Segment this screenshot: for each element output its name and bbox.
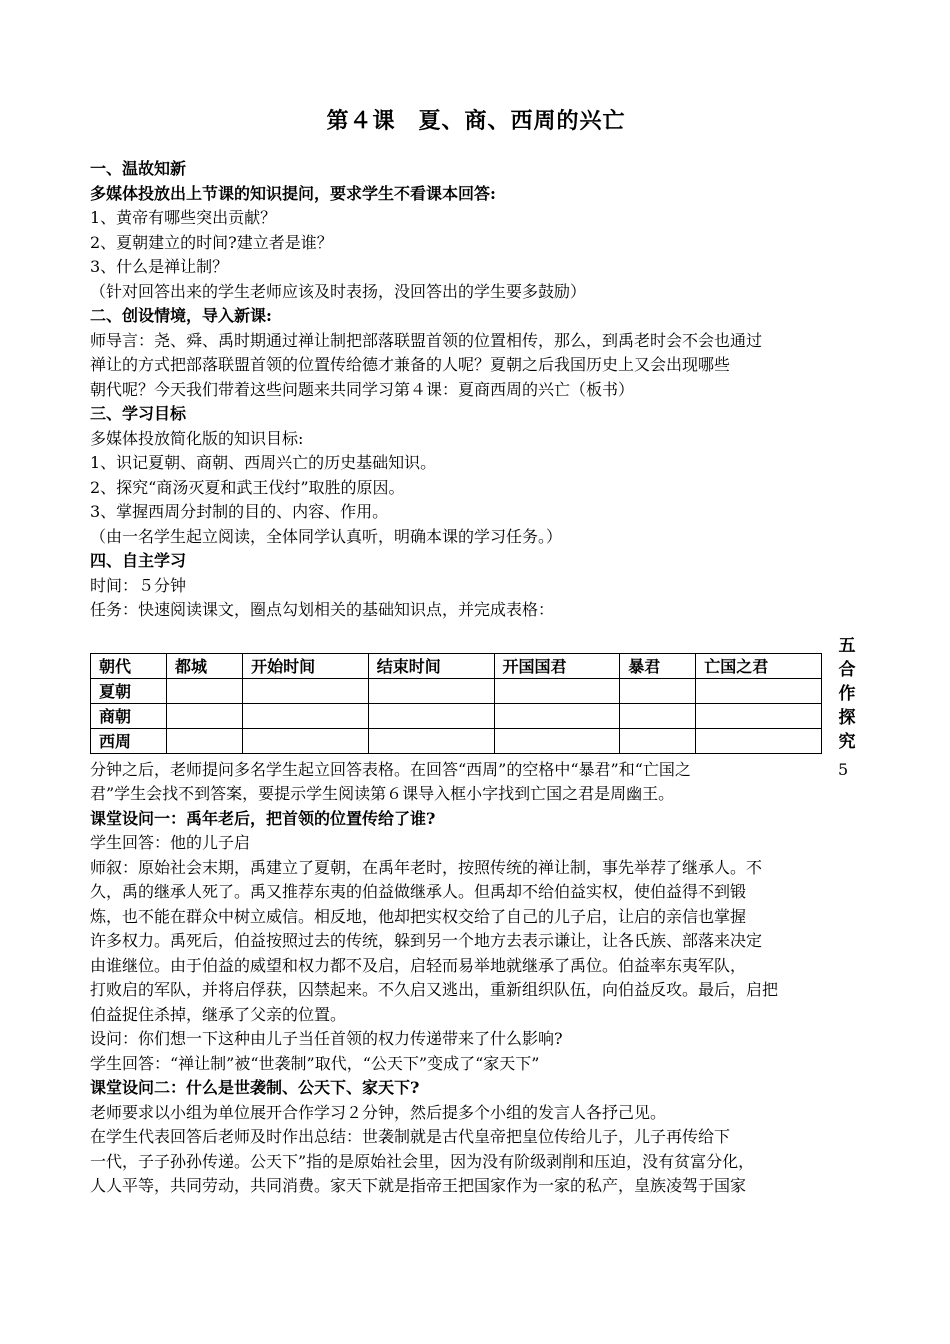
section-heading-review: 一、温故知新 <box>90 159 187 178</box>
narration-line: 由谁继位。由于伯益的威望和权力都不及启，启轻而易举地就继承了禹位。伯益率东夷军队， <box>90 955 747 975</box>
summary-line: 一代，子子孙孙传递。公天下”指的是原始社会里，因为没有阶级剥削和压迫，没有贫富分化， <box>90 1151 755 1171</box>
table-row-label: 西周 <box>91 728 167 753</box>
narration-line: 久，禹的继承人死了。禹又推荐东夷的伯益做继承人。但禹却不给伯益实权，使伯益得不到锻 <box>90 882 747 901</box>
table-header-cell: 开国国君 <box>494 653 620 678</box>
narration-line: 炼，也不能在群众中树立威信。相反地，他却把实权交给了自己的儿子启，让启的亲信也掌握 <box>90 906 747 926</box>
table-cell <box>167 703 243 728</box>
student-answer-1: 学生回答：他的儿子启 <box>90 833 251 852</box>
body-line: 君”学生会找不到答案，要提示学生阅读第６课导入框小字找到亡国之君是周幽王。 <box>90 784 675 803</box>
side-char: 合 <box>838 660 856 680</box>
table-header-cell: 都城 <box>167 653 243 678</box>
intro-line-2: 禅让的方式把部落联盟首领的位置传给德才兼备的人呢？夏朝之后我国历史上又会出现哪些 <box>90 355 731 374</box>
side-char: 五 <box>838 636 856 656</box>
summary-line: 人人平等，共同劳动，共同消费。家天下就是指帝王把国家作为一家的私产，皇族凌驾于国家 <box>90 1176 747 1195</box>
table-header-row <box>91 653 822 678</box>
goal-3: 3、掌握西周分封制的目的、内容、作用。 <box>90 502 389 521</box>
goals-note: （由一名学生起立阅读，全体同学认真听，明确本课的学习任务。） <box>90 526 563 546</box>
side-char: 作 <box>838 684 856 704</box>
table-header-cell: 朝代 <box>91 653 167 678</box>
narration-line: 打败启的军队，并将启俘获，囚禁起来。不久启又逃出，重新组织队伍，向伯益反攻。最后，启把 <box>90 980 779 999</box>
table-cell <box>620 678 696 703</box>
table-header-cell: 结束时间 <box>368 653 494 678</box>
table-row <box>91 703 822 728</box>
goals-intro: 多媒体投放简化版的知识目标: <box>90 428 304 448</box>
document-page <box>90 104 862 1199</box>
table-header-cell: 亡国之君 <box>696 653 822 678</box>
table-cell <box>243 728 369 753</box>
narration-line: 伯益捉住杀掉，继承了父亲的位置。 <box>90 1004 347 1024</box>
side-label-cooperative-inquiry <box>836 634 858 754</box>
table-row <box>91 678 822 703</box>
review-question-3: 3、什么是禅让制？ <box>90 257 229 276</box>
review-note: （针对回答出来的学生老师应该及时表扬，没回答出的学生要多鼓励） <box>90 281 587 301</box>
table-row-label: 商朝 <box>91 703 167 728</box>
intro-line-3: 朝代呢？今天我们带着这些问题来共同学习第４课：夏商西周的兴亡（板书） <box>90 379 635 399</box>
classroom-question-2: 课堂设问二：什么是世袭制、公天下、家天下? <box>90 1078 420 1097</box>
goal-2: 2、探究“商汤灭夏和武王伐纣”取胜的原因。 <box>90 477 405 497</box>
review-question-2: 2、夏朝建立的时间?建立者是谁？ <box>90 232 333 252</box>
table-cell <box>620 728 696 753</box>
table-cell <box>494 678 620 703</box>
discussion-question: 设问：你们想一下这种由儿子当任首领的权力传递带来了什么影响? <box>90 1029 563 1048</box>
dynasty-table <box>90 653 822 754</box>
table-row <box>91 728 822 753</box>
table-cell <box>494 728 620 753</box>
classroom-question-1: 课堂设问一：禹年老后，把首领的位置传给了谁? <box>90 808 436 828</box>
table-cell <box>167 728 243 753</box>
table-cell <box>620 703 696 728</box>
section-heading-intro: 二、创设情境，导入新课: <box>90 306 272 325</box>
intro-line-1: 师导言：尧、舜、禹时期通过禅让制把部落联盟首领的位置相传，那么，到禹老时会不会也通过 <box>90 330 763 350</box>
side-char: 探 <box>838 708 856 728</box>
goal-1: 1、识记夏朝、商朝、西周兴亡的历史基础知识。 <box>90 453 437 472</box>
table-cell <box>243 703 369 728</box>
summary-line: 在学生代表回答后老师及时作出总结：世袭制就是古代皇帝把皇位传给儿子，儿子再传给下 <box>90 1127 731 1146</box>
table-cell <box>368 728 494 753</box>
self-study-time: 时间：５分钟 <box>90 575 187 595</box>
self-study-task: 任务：快速阅读课文，圈点勾划相关的基础知识点，并完成表格： <box>90 600 555 619</box>
review-intro: 多媒体投放出上节课的知识提问，要求学生不看课本回答: <box>90 183 496 203</box>
group-activity: 老师要求以小组为单位展开合作学习２分钟，然后提多个小组的发言人各抒己见。 <box>90 1102 667 1122</box>
table-header-cell: 暴君 <box>620 653 696 678</box>
table-cell <box>167 678 243 703</box>
side-char: 究 <box>838 732 856 752</box>
table-cell <box>368 678 494 703</box>
table-cell <box>696 678 822 703</box>
narration-line: 许多权力。禹死后，伯益按照过去的传统，躲到另一个地方去表示谦让，让各氏族、部落来决定 <box>90 931 763 950</box>
student-answer-2: 学生回答：“禅让制”被“世袭制”取代，“公天下”变成了“家天下” <box>90 1053 540 1073</box>
page-title: 第４课 夏、商、西周的兴亡 <box>326 108 626 134</box>
table-header-cell: 开始时间 <box>243 653 369 678</box>
table-cell <box>368 703 494 728</box>
table-cell <box>696 703 822 728</box>
table-row-label: 夏朝 <box>91 678 167 703</box>
narration-line: 师叙：原始社会末期，禹建立了夏朝，在禹年老时，按照传统的禅让制，事先举荐了继承人。不 <box>90 857 763 877</box>
table-cell <box>243 678 369 703</box>
body-line: 分钟之后，老师提问多名学生起立回答表格。在回答“西周”的空格中“暴君”和“亡国之 <box>90 759 691 779</box>
table-cell <box>696 728 822 753</box>
section-heading-goals: 三、学习目标 <box>90 404 187 423</box>
section-heading-self-study: 四、自主学习 <box>90 551 187 570</box>
side-number: 5 <box>838 760 849 779</box>
review-question-1: 1、黄帝有哪些突出贡献？ <box>90 208 277 227</box>
table-cell <box>494 703 620 728</box>
